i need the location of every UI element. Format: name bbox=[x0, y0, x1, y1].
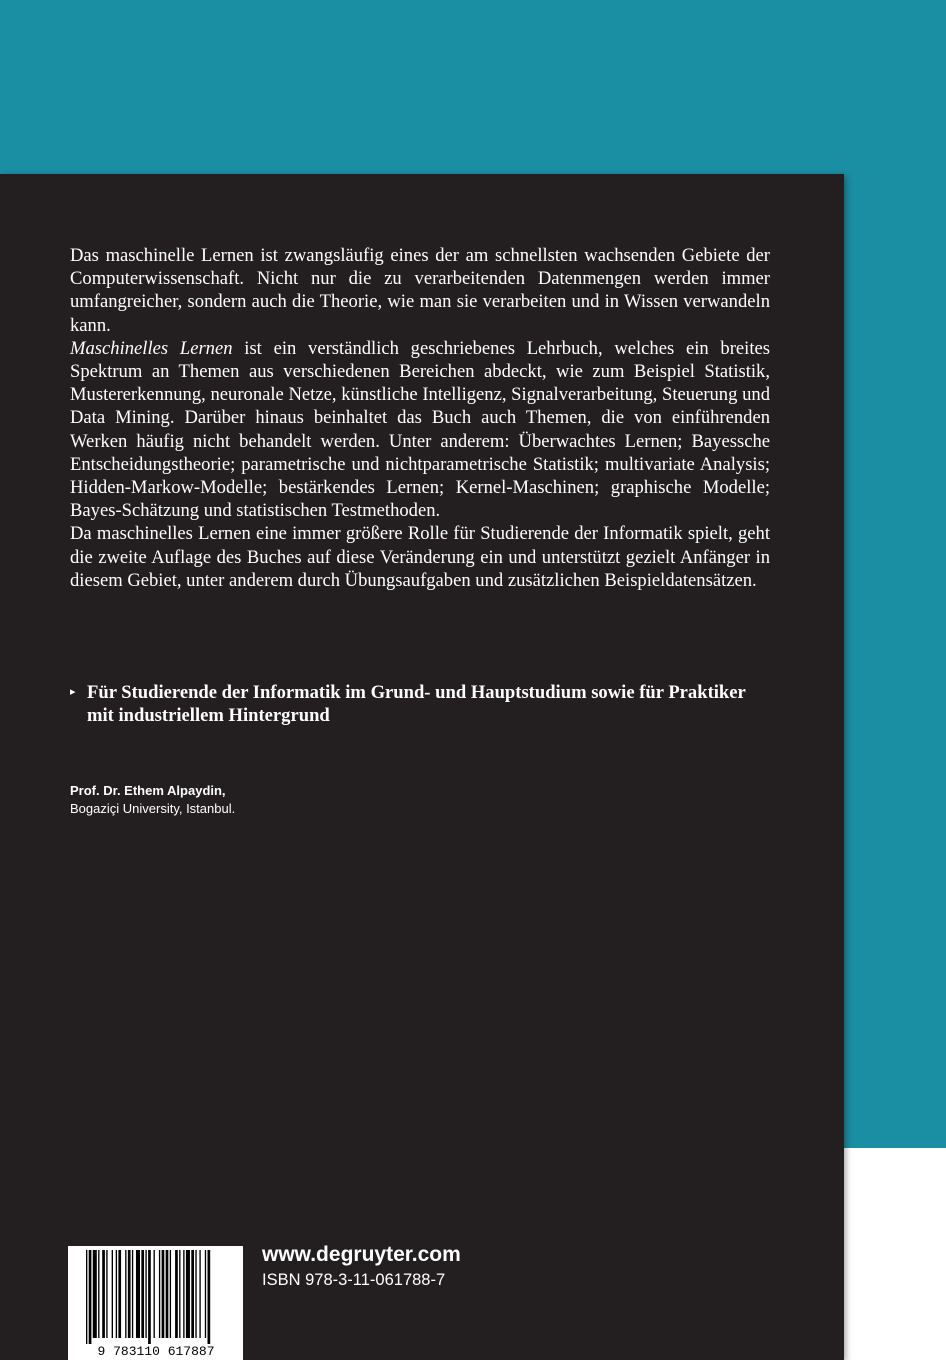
barcode-bar bbox=[102, 1250, 105, 1338]
barcode-bar bbox=[208, 1250, 211, 1344]
barcode-bar bbox=[89, 1250, 92, 1344]
bullet-triangle-icon: ▸ bbox=[70, 686, 76, 698]
barcode-bar bbox=[148, 1250, 151, 1344]
barcode-bar bbox=[199, 1250, 200, 1338]
barcode-bar bbox=[183, 1250, 184, 1338]
barcode-digits: 9 783110 617887 bbox=[97, 1344, 215, 1359]
barcode-bar bbox=[86, 1250, 87, 1344]
barcode-bar bbox=[205, 1250, 206, 1338]
audience-text: Für Studierende der Informatik im Grund- und Hauptstudium sowie für Praktiker mit industriellem Hintergrund bbox=[87, 682, 746, 727]
author-name: Prof. Dr. Ethem Alpaydin, bbox=[70, 783, 226, 798]
barcode-bar bbox=[186, 1250, 190, 1338]
barcode-bar bbox=[125, 1250, 126, 1338]
barcode-bar bbox=[175, 1250, 178, 1338]
barcode-bar bbox=[116, 1250, 117, 1338]
barcode-bar bbox=[170, 1250, 171, 1338]
barcode-bar bbox=[162, 1250, 165, 1338]
author-block bbox=[70, 782, 235, 818]
barcode-bar bbox=[145, 1250, 146, 1338]
barcode-bar bbox=[128, 1250, 131, 1338]
audience-bullet bbox=[70, 681, 770, 727]
barcode-bar bbox=[112, 1250, 113, 1338]
barcode-bar bbox=[166, 1250, 169, 1338]
barcode-bar bbox=[132, 1250, 133, 1338]
barcode-bar bbox=[179, 1250, 180, 1338]
description-paragraph-3: Da maschinelles Lernen eine immer größere Rolle für Studierende der Informatik spielt, geht die zweite Auflage des Buches auf diese Veränderung ein und unterstützt gezielt Anfänger in diesem Gebiet, unter anderem durch Übungsaufgaben und zusätzlichen Beispieldatensätzen. bbox=[70, 523, 770, 591]
isbn-number: ISBN 978-3-11-061788-7 bbox=[262, 1271, 446, 1289]
barcode-bar bbox=[93, 1250, 97, 1338]
barcode-bar bbox=[154, 1250, 155, 1338]
book-description bbox=[70, 244, 770, 592]
book-title-italic: Maschinelles Lernen bbox=[70, 337, 233, 359]
barcode-bar bbox=[118, 1250, 121, 1338]
barcode-bar bbox=[141, 1250, 144, 1338]
description-paragraph-2 bbox=[70, 337, 770, 523]
description-paragraph-1: Das maschinelle Lernen ist zwangsläufig eines der am schnellsten wachsenden Gebiete der Computerwissenschaft. Nicht nur die zu verarbeitenden Datenmengen werden immer umfangreicher, sondern auch die Theorie, wie man sie verarbeiten und in Wissen verwandeln kann. bbox=[70, 245, 770, 336]
publisher-website[interactable]: www.degruyter.com bbox=[262, 1243, 461, 1266]
barcode-bar bbox=[98, 1250, 99, 1338]
description-paragraph-2-text: ist ein verständlich geschriebenes Lehrbuch, welches ein breites Spektrum an Themen aus verschiedenen Bereichen abdeckt, wie zum Beispiel Statistik, Mustererkennung, neuronale Netze, künstliche Intelligenz, Signalverarbeitung, Steuerung und Data Mining. Darüber hinaus beinhaltet das Buch auch Themen, die von einführenden Werken häufig nicht behandelt werden. Unter anderem: Überwachtes Lernen; Bayessche Entscheidungstheorie; parametrische und nichtparametrische Statistik; multivariate Analysis; Hidden-Markow-Modelle; bestärkendes Lernen; Kernel-Maschinen; graphische Modelle; Bayes-Schätzung und statistischen Testmethoden. bbox=[70, 337, 770, 522]
barcode-graphic bbox=[68, 1246, 243, 1360]
barcode-bar bbox=[106, 1250, 107, 1338]
barcode-bar bbox=[191, 1250, 194, 1338]
isbn-barcode bbox=[68, 1246, 243, 1360]
barcode-bar bbox=[136, 1250, 140, 1338]
barcode-bar bbox=[159, 1250, 160, 1338]
author-affiliation: Bogaziçi University, Istanbul. bbox=[70, 801, 236, 816]
barcode-bar bbox=[195, 1250, 196, 1338]
